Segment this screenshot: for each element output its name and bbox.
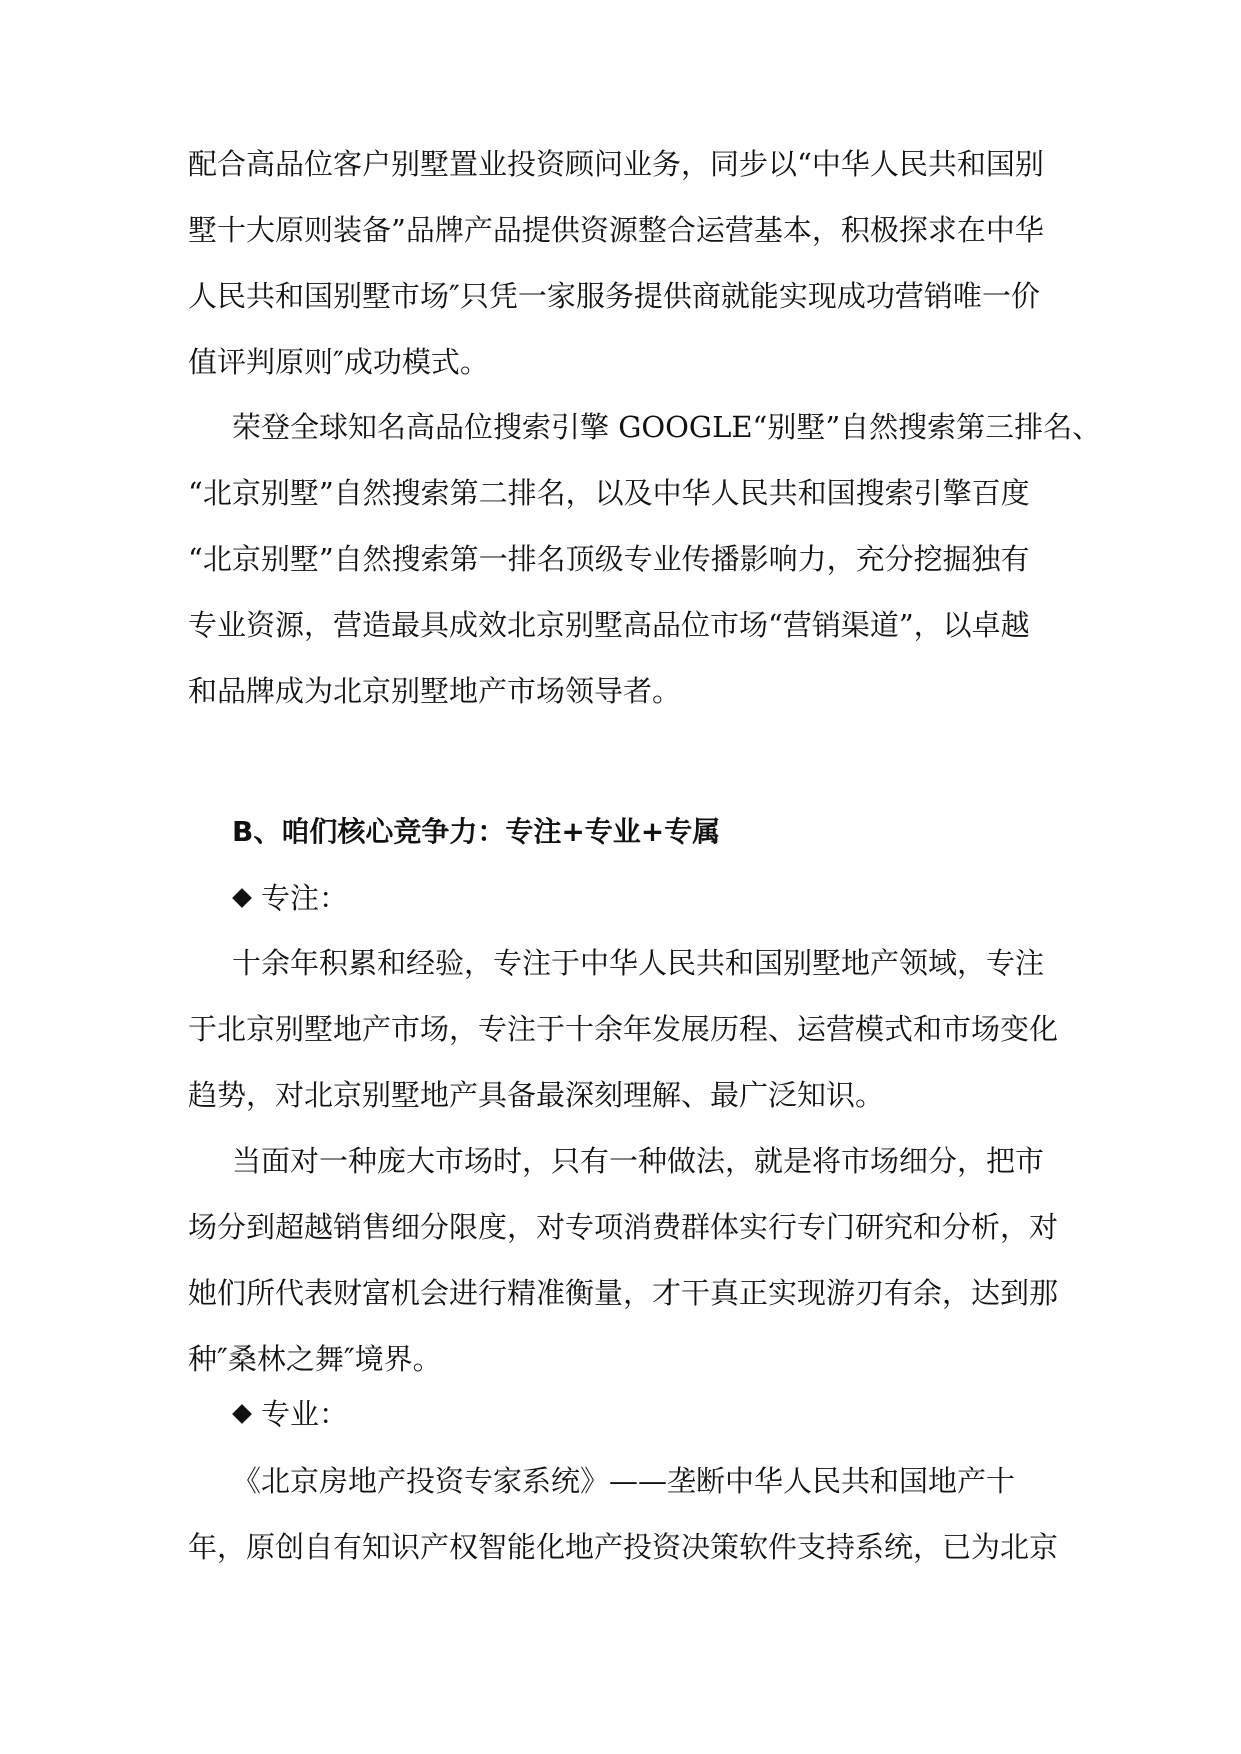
paragraph-company-business [188,131,1068,395]
diamond-bullet-icon [232,888,252,908]
text-line: 荣登全球知名高品位搜索引擎 GOOGLE“别墅”自然搜索第三排名、 [232,410,1102,444]
paragraph-search-ranking [188,394,1102,724]
paragraph-focus-detail [188,930,1068,1128]
bullet-label: 专注： [261,881,349,915]
text-line: 专业资源，营造最具成效北京别墅高品位市场“营销渠道”，以卓越 [188,608,1030,642]
bullet-label: 专业： [261,1397,349,1431]
text-line: 种″桑林之舞″境界。 [188,1342,442,1376]
text-line: 趋势，对北京别墅地产具备最深刻理解、最广泛知识。 [188,1078,885,1112]
section-heading: B、咱们核心竞争力：专注+专业+专属 [232,815,721,848]
paragraph-expert-system [188,1448,1068,1580]
text-line: 当面对一种庞大市场时，只有一种做法，就是将市场细分，把市 [232,1144,1045,1178]
paragraph-market-segmentation [188,1128,1068,1392]
text-line: 和品牌成为北京别墅地产市场领导者。 [188,674,682,708]
bullet-focus [232,876,348,920]
text-line: 《北京房地产投资专家系统》——垄断中华人民共和国地产十 [232,1464,1016,1498]
text-line: “北京别墅”自然搜索第二排名，以及中华人民共和国搜索引擎百度 [188,476,1030,510]
text-line: 值评判原则″成功模式。 [188,345,489,379]
bullet-professional [232,1392,348,1436]
text-line: 墅十大原则装备”品牌产品提供资源整合运营基本，积极探求在中华 [188,213,1044,247]
text-line: 于北京别墅地产市场，专注于十余年发展历程、运营模式和市场变化 [188,1012,1059,1046]
text-line: 人民共和国别墅市场″只凭一家服务提供商就能实现成功营销唯一价 [188,279,1040,313]
text-line: “北京别墅”自然搜索第一排名顶级专业传播影响力，充分挖掘独有 [188,542,1030,576]
text-line: 配合高品位客户别墅置业投资顾问业务，同步以“中华人民共和国别 [188,147,1044,181]
text-line: 她们所代表财富机会进行精准衡量，才干真正实现游刃有余，达到那 [188,1276,1059,1310]
text-line: 年，原创自有知识产权智能化地产投资决策软件支持系统，已为北京 [188,1530,1059,1564]
diamond-bullet-icon [232,1404,252,1424]
text-line: 场分到超越销售细分限度，对专项消费群体实行专门研究和分析，对 [188,1210,1059,1244]
text-line: 十余年积累和经验，专注于中华人民共和国别墅地产领域，专注 [232,946,1045,980]
